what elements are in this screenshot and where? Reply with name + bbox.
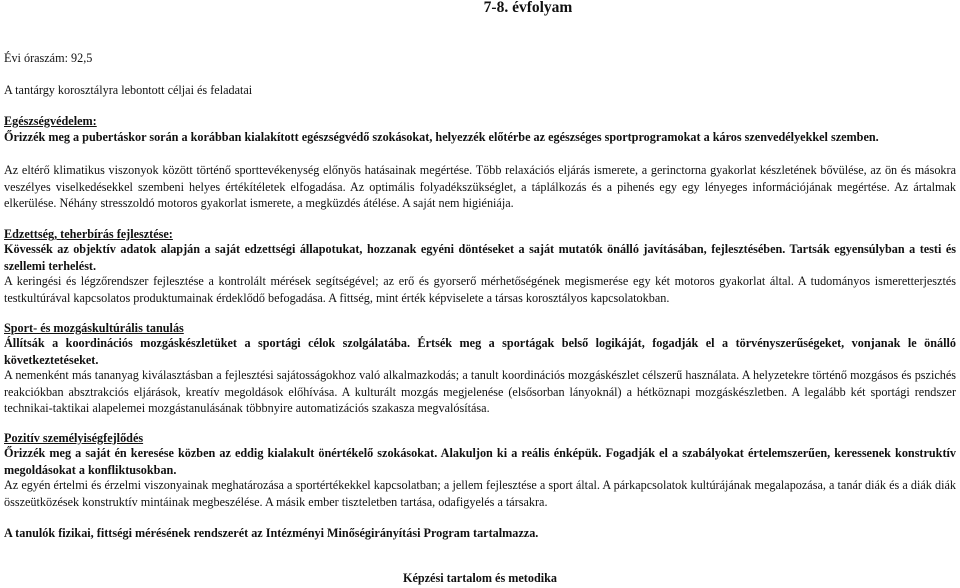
section-lead-sport: Állítsák a koordinációs mozgáskészletüket a sportági célok szolgálatába. Értsék meg a sportágak belső logikáját, fogadják el a törvényszerűségeket, vonjanak le önálló következtetéseket. [4, 336, 956, 367]
section-lead-health: Őrizzék meg a pubertáskor során a korábban kialakított egészségvédő szokásokat, helyezzék előtérbe az egészséges sportprogramokat a káros szenvedélyekkel szemben. [4, 130, 879, 144]
goals-title: A tantárgy korosztályra lebontott céljai és feladatai [4, 83, 253, 97]
footer-title: Képzési tartalom és metodika [402, 571, 557, 585]
section-lead-fitness: Kövessék az objektív adatok alapján a saját edzettségi állapotukat, hozzanak egyéni döntéseket a saját mutatók önálló javításában, fejlesztésében. Tartsák egyensúlyban a testi és szellemi terhelést. [4, 242, 956, 273]
closing-statement: A tanulók fizikai, fittségi mérésének rendszerét az Intézményi Minőségirányítási Program tartalmazza. [4, 526, 539, 540]
section-lead-personality: Őrizzék meg a saját én keresése közben az eddig kialakult önértékelő szokásokat. Alakuljon ki a reális énképük. Fogadják el a szabályokat értelemszerűen, keressenek konstruktív megoldásokat a konfliktusokban. [4, 446, 956, 477]
section-body-personality: Az egyén értelmi és érzelmi viszonyainak meghatározása a sportértékekkel kapcsolatban; a jellem fejlesztése a sport által. A párkapcsolatok kultúrájának megalapozása, a tanár diák és a diák diák összeütközések konstruktív mintáinak megbeszélése. A másik ember tiszteletben tartása, odafigyelés a társakra. [4, 478, 956, 509]
section-body-sport: A nemenként más tananyag kiválasztásban a fejlesztési sajátosságokhoz való alkalmazkodás; a tanult koordinációs mozgáskészlet célszerű használata. A helyzetekre történő mozgásos és pszichés reakciókban absztrakciós eljárások, kreatív megoldások előhívása. A kulturált mozgás megjelenése (elsősorban lányoknál) a hétköznapi mozgáskészletben. A legalább két sportági rendszer technikai-taktikai alapelemei mozgástanulásának többnyire automatizációs szakasza megvalósítása. [4, 368, 956, 415]
section-heading-health: Egészségvédelem: [4, 114, 97, 128]
annual-hours: Évi óraszám: 92,5 [4, 51, 93, 65]
section-heading-fitness: Edzettség, teherbírás fejlesztése: [4, 227, 173, 241]
section-heading-personality: Pozitív személyiségfejlődés [4, 431, 144, 445]
grade-title: 7-8. évfolyam [483, 0, 573, 16]
section-heading-sport: Sport- és mozgáskultúrális tanulás [4, 321, 184, 335]
section-body-fitness: A keringési és légzőrendszer fejlesztése a kontrolált mérések segítségével; az erő és gyorserő mérhetőségének megismerése egy két motoros gyakorlat által. A tudományos ismeretterjesztés testkultúrával kapcsolatos produktumainak érdeklődő befogadása. A fittség, mint érték képviselete a társas korosztályos kapcsolatokban. [4, 274, 956, 305]
section-body-health: Az eltérő klimatikus viszonyok között történő sporttevékenység előnyös hatásainak megértése. Több relaxációs eljárás ismerete, a gerinctorna gyakorlat készletének bővülése, az ön és másokra veszélyes viselkedésekkel szembeni helyes értékítéletek elfogadása. Az optimális folyadékszükséglet, a táplálkozás és a pihenés egy egy lényeges információjának megértése. Az ártalmak elkerülése. Néhány stresszoldó motoros gyakorlat ismerete, a megküzdés átélése. A saját nem higiéniája. [4, 163, 956, 210]
